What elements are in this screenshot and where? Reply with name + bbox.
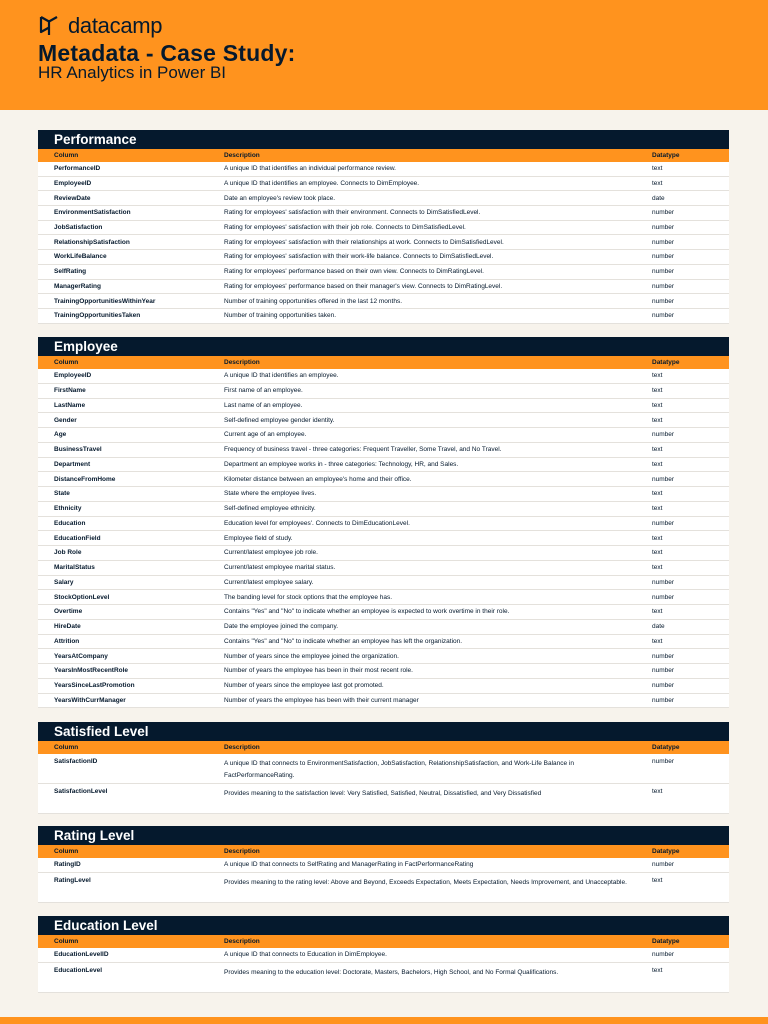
- cell-datatype: number: [652, 238, 675, 246]
- table-row: [38, 472, 729, 487]
- cell-description: Date the employee joined the company.: [224, 623, 339, 631]
- cell-column: RelationshipSatisfaction: [54, 238, 130, 246]
- cell-description: Number of training opportunities offered in the last 12 months.: [224, 297, 403, 305]
- section-title: Education Level: [38, 916, 729, 935]
- footer-bar: [0, 1017, 768, 1024]
- table-row: [38, 873, 729, 903]
- cell-description: Rating for employees' satisfaction with their relationships at work. Connects to DimSatisfiedLevel.: [224, 238, 504, 246]
- cell-column: YearsWithCurrManager: [54, 696, 126, 704]
- table-row: [38, 487, 729, 502]
- cell-column: Ethnicity: [54, 505, 82, 513]
- table-row: [38, 546, 729, 561]
- table-row: [38, 177, 729, 192]
- header-description: Description: [224, 744, 260, 751]
- section-satisfied-level: [38, 722, 729, 814]
- cell-column: HireDate: [54, 623, 81, 631]
- cell-description: Number of years the employee has been in their most recent role.: [224, 667, 413, 675]
- table-row: [38, 458, 729, 473]
- cell-column: Education: [54, 519, 86, 527]
- cell-column: SatisfactionLevel: [54, 788, 108, 795]
- cell-column: BusinessTravel: [54, 446, 102, 454]
- cell-column: StockOptionLevel: [54, 593, 110, 601]
- table-row: [38, 235, 729, 250]
- cell-datatype: number: [652, 652, 675, 660]
- cell-description: Last name of an employee.: [224, 401, 303, 409]
- cell-datatype: text: [652, 401, 663, 409]
- table-row: [38, 399, 729, 414]
- cell-description: Number of years since the employee last got promoted.: [224, 682, 384, 690]
- cell-column: LastName: [54, 401, 86, 409]
- cell-datatype: number: [652, 282, 675, 290]
- cell-description: Current age of an employee.: [224, 431, 307, 439]
- cell-datatype: number: [652, 224, 675, 232]
- cell-column: YearsAtCompany: [54, 652, 108, 660]
- table-row: [38, 221, 729, 236]
- cell-column: EducationField: [54, 534, 101, 542]
- cell-column: Gender: [54, 416, 77, 424]
- table-row: [38, 590, 729, 605]
- cell-description: State where the employee lives.: [224, 490, 317, 498]
- header-description: Description: [224, 152, 260, 159]
- cell-column: DistanceFromHome: [54, 475, 116, 483]
- header-column: Column: [54, 152, 79, 159]
- table-row: [38, 517, 729, 532]
- cell-datatype: number: [652, 431, 675, 439]
- cell-description: Provides meaning to the rating level: Above and Beyond, Exceeds Expectation, Meets Expectation, Needs Improvement, and Unacceptable.: [224, 878, 627, 886]
- cell-datatype: text: [652, 372, 663, 380]
- cell-description: A unique ID that identifies an individual performance review.: [224, 165, 396, 173]
- cell-column: PerformanceID: [54, 165, 101, 173]
- cell-description: Rating for employees' performance based on their manager's view. Connects to DimRatingLevel.: [224, 282, 503, 290]
- cell-description: Department an employee works in - three categories: Technology, HR, and Sales.: [224, 460, 459, 468]
- cell-description: Number of years the employee has been with their current manager: [224, 696, 419, 704]
- cell-column: YearsInMostRecentRole: [54, 667, 129, 675]
- cell-datatype: text: [652, 608, 663, 616]
- section-rating-level: [38, 826, 729, 903]
- table-row: [38, 531, 729, 546]
- cell-description: A unique ID that connects to EnvironmentSatisfaction, JobSatisfaction, RelationshipSatisfaction, and Work-Life Balance in FactPerformanceRating.: [224, 760, 574, 779]
- cell-description: Current/latest employee salary.: [224, 578, 314, 586]
- cell-datatype: number: [652, 758, 675, 765]
- cell-description: Self-defined employee ethnicity.: [224, 505, 316, 513]
- cell-column: Department: [54, 460, 91, 468]
- cell-column: MaritalStatus: [54, 564, 95, 572]
- cell-datatype: text: [652, 564, 663, 572]
- cell-datatype: number: [652, 209, 675, 217]
- cell-datatype: text: [652, 788, 663, 795]
- cell-column: EducationLevel: [54, 966, 103, 974]
- table-row: [38, 963, 729, 993]
- cell-datatype: text: [652, 876, 663, 884]
- cell-datatype: number: [652, 268, 675, 276]
- cell-column: WorkLifeBalance: [54, 253, 107, 261]
- section-education-level: [38, 916, 729, 993]
- cell-description: A unique ID that connects to Education in DimEmployee.: [224, 951, 387, 959]
- table-row: [38, 206, 729, 221]
- section-title: Satisfied Level: [38, 722, 729, 741]
- cell-description: Frequency of business travel - three categories: Frequent Traveller, Some Travel, and No Travel.: [224, 446, 502, 454]
- header-column: Column: [54, 359, 79, 366]
- table-row: [38, 502, 729, 517]
- section-performance: [38, 130, 729, 324]
- cell-column: ManagerRating: [54, 282, 101, 290]
- cell-datatype: number: [652, 861, 675, 869]
- cell-description: A unique ID that connects to SelfRating and ManagerRating in FactPerformanceRating: [224, 861, 474, 869]
- cell-datatype: text: [652, 534, 663, 542]
- table-row: [38, 635, 729, 650]
- table-row: [38, 948, 729, 963]
- header-column: Column: [54, 848, 79, 855]
- header-description: Description: [224, 938, 260, 945]
- cell-column: Age: [54, 431, 67, 439]
- cell-description: Current/latest employee marital status.: [224, 564, 336, 572]
- cell-datatype: text: [652, 180, 663, 188]
- table-row: [38, 369, 729, 384]
- cell-description: Kilometer distance between an employee's home and their office.: [224, 475, 412, 483]
- table-row: [38, 664, 729, 679]
- cell-description: Number of training opportunities taken.: [224, 312, 337, 320]
- cell-column: EmployeeID: [54, 372, 92, 380]
- section-employee: [38, 337, 729, 708]
- cell-column: JobSatisfaction: [54, 224, 103, 232]
- cell-datatype: text: [652, 446, 663, 454]
- table-row: [38, 309, 729, 324]
- cell-datatype: text: [652, 505, 663, 513]
- cell-datatype: number: [652, 667, 675, 675]
- cell-datatype: number: [652, 682, 675, 690]
- cell-description: Rating for employees' performance based on their own view. Connects to DimRatingLevel.: [224, 268, 484, 276]
- table-row: [38, 620, 729, 635]
- cell-column: Salary: [54, 578, 74, 586]
- table-header-row: [38, 149, 729, 162]
- table-row: [38, 754, 729, 784]
- cell-datatype: number: [652, 475, 675, 483]
- cell-datatype: text: [652, 966, 663, 974]
- table-header-row: [38, 741, 729, 754]
- cell-column: SelfRating: [54, 268, 87, 276]
- header-datatype: Datatype: [652, 744, 680, 751]
- cell-column: SatisfactionID: [54, 758, 98, 765]
- cell-column: Job Role: [54, 549, 82, 557]
- header-datatype: Datatype: [652, 152, 680, 159]
- cell-datatype: text: [652, 549, 663, 557]
- cell-column: EnvironmentSatisfaction: [54, 209, 131, 217]
- cell-column: ReviewDate: [54, 194, 91, 202]
- table-row: [38, 605, 729, 620]
- section-title: Employee: [38, 337, 729, 356]
- cell-datatype: text: [652, 460, 663, 468]
- cell-description: A unique ID that identifies an employee. Connects to DimEmployee.: [224, 180, 420, 188]
- cell-column: YearsSinceLastPromotion: [54, 682, 135, 690]
- cell-datatype: number: [652, 519, 675, 527]
- cell-datatype: date: [652, 623, 665, 631]
- cell-datatype: number: [652, 578, 675, 586]
- table-row: [38, 561, 729, 576]
- table-row: [38, 858, 729, 873]
- cell-datatype: number: [652, 312, 675, 320]
- cell-description: Rating for employees' satisfaction with their environment. Connects to DimSatisfiedLevel.: [224, 209, 481, 217]
- cell-datatype: text: [652, 387, 663, 395]
- cell-description: Self-defined employee gender identity.: [224, 416, 335, 424]
- table-row: [38, 280, 729, 295]
- brand-name: datacamp: [68, 13, 163, 38]
- page-subtitle: HR Analytics in Power BI: [38, 63, 227, 82]
- table-row: [38, 250, 729, 265]
- table-row: [38, 413, 729, 428]
- cell-column: State: [54, 490, 70, 498]
- cell-description: Education level for employees'. Connects to DimEducationLevel.: [224, 519, 410, 527]
- cell-column: TrainingOpportunitiesTaken: [54, 312, 141, 320]
- cell-column: RatingLevel: [54, 876, 91, 884]
- table-row: [38, 428, 729, 443]
- cell-description: First name of an employee.: [224, 387, 303, 395]
- cell-datatype: text: [652, 637, 663, 645]
- table-row: [38, 265, 729, 280]
- cell-column: RatingID: [54, 861, 81, 869]
- cell-datatype: number: [652, 297, 675, 305]
- cell-datatype: date: [652, 194, 665, 202]
- cell-description: Provides meaning to the education level: Doctorate, Masters, Bachelors, High School, and No Formal Qualifications.: [224, 968, 559, 976]
- table-row: [38, 162, 729, 177]
- cell-column: Overtime: [54, 608, 83, 616]
- header-datatype: Datatype: [652, 359, 680, 366]
- table-header-row: [38, 356, 729, 369]
- table-row: [38, 443, 729, 458]
- datacamp-logo-icon: [38, 15, 62, 37]
- cell-column: TrainingOpportunitiesWithinYear: [54, 297, 156, 305]
- table-row: [38, 576, 729, 591]
- header-description: Description: [224, 359, 260, 366]
- header-datatype: Datatype: [652, 848, 680, 855]
- section-title: Performance: [38, 130, 729, 149]
- header-description: Description: [224, 848, 260, 855]
- cell-column: FirstName: [54, 387, 86, 395]
- cell-datatype: text: [652, 416, 663, 424]
- cell-column: Attrition: [54, 637, 80, 645]
- cell-description: A unique ID that identifies an employee.: [224, 372, 339, 380]
- table-row: [38, 384, 729, 399]
- table-row: [38, 784, 729, 814]
- table-header-row: [38, 845, 729, 858]
- cell-description: Date an employee's review took place.: [224, 194, 336, 202]
- table-row: [38, 191, 729, 206]
- header-column: Column: [54, 744, 79, 751]
- cell-description: Rating for employees' satisfaction with their work-life balance. Connects to DimSatisfiedLevel.: [224, 253, 494, 261]
- cell-datatype: number: [652, 593, 675, 601]
- cell-description: Contains "Yes" and "No" to indicate whether an employee has left the organization.: [224, 637, 463, 645]
- cell-description: Provides meaning to the satisfaction level: Very Satisfied, Satisfied, Neutral, Dissatisfied, and Very Dissatisfied: [224, 790, 542, 797]
- page-header: [0, 0, 768, 110]
- cell-column: EmployeeID: [54, 180, 92, 188]
- table-header-row: [38, 935, 729, 948]
- section-title: Rating Level: [38, 826, 729, 845]
- table-row: [38, 679, 729, 694]
- cell-datatype: text: [652, 490, 663, 498]
- header-datatype: Datatype: [652, 938, 680, 945]
- cell-column: EducationLevelID: [54, 951, 109, 959]
- cell-datatype: number: [652, 253, 675, 261]
- cell-description: The banding level for stock options that the employee has.: [224, 593, 393, 601]
- cell-description: Contains "Yes" and "No" to indicate whether an employee is expected to work overtime in their role.: [224, 608, 510, 616]
- table-row: [38, 294, 729, 309]
- cell-description: Employee field of study.: [224, 534, 293, 542]
- table-row: [38, 694, 729, 709]
- datacamp-logo: [38, 14, 162, 38]
- header-column: Column: [54, 938, 79, 945]
- cell-description: Current/latest employee job role.: [224, 549, 318, 557]
- page-title: Metadata - Case Study:: [38, 40, 296, 66]
- cell-description: Number of years since the employee joined the organization.: [224, 652, 399, 660]
- table-row: [38, 649, 729, 664]
- cell-datatype: number: [652, 696, 675, 704]
- cell-datatype: number: [652, 951, 675, 959]
- cell-description: Rating for employees' satisfaction with their job role. Connects to DimSatisfiedLevel.: [224, 224, 466, 232]
- cell-datatype: text: [652, 165, 663, 173]
